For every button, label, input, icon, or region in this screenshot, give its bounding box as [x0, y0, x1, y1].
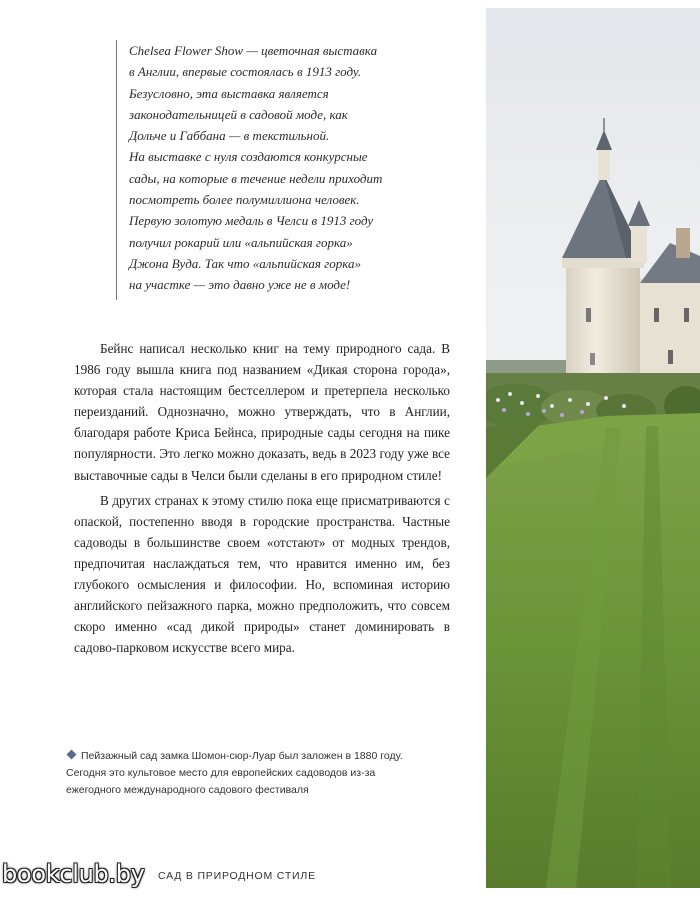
body-paragraph-2: В других странах к этому стилю пока еще присматриваются с опаской, постепенно вводя в городские пространства. Частные садоводы в большинстве своем «отстают» от модных трендов, предпочитая наслаждаться тем, что нравится именно им, без глубокого осмысления и философии. Но, вспоминая историю английского пейзажного парка, можно предположить, что совсем скоро именно «сад дикой природы» станет доминировать в садово-парковом искусстве всего мира. [74, 492, 450, 656]
quote-line: На выставке с нуля создаются конкурсные [129, 149, 368, 165]
quote-line: получил рокарий или «альпийская горка» [129, 234, 353, 250]
chateau-photo [486, 8, 700, 888]
main-text [74, 338, 450, 662]
quote-line: законодательницей в садовой моде, как [129, 106, 348, 122]
quote-line: Дольче и Габбана — в текстильной. [129, 128, 330, 144]
quote-line: в Англии, впервые состоялась в 1913 году. [129, 64, 362, 80]
quote-line: посмотреть более полумиллиона человек. [129, 192, 360, 208]
quote-line: сады, на которые в течение недели приходит [129, 170, 383, 186]
quote-line: Первую золотую медаль в Челси в 1913 году [129, 213, 374, 229]
diamond-bullet-icon [67, 750, 77, 760]
watermark: bookclub.by [2, 860, 145, 888]
sidebar-quote [116, 40, 416, 300]
body-paragraph-1: Бейнс написал несколько книг на тему природного сада. В 1986 году вышла книга под названием «Дикая сторона города», которая стала настоящим бестселлером и претерпела несколько переизданий. Однозначно, можно утверждать, что в Англии, благодаря работе Криса Бейнса, природные сады сегодня на пике популярности. Это легко можно доказать, ведь в 2023 году уже все выставочные сады в Челси были сделаны в его природном стиле! [74, 341, 450, 483]
photo-caption [66, 748, 406, 799]
running-title: САД В ПРИРОДНОМ СТИЛЕ [158, 870, 316, 882]
chateau-illustration [486, 8, 700, 888]
quote-line: на участке — это давно уже не в моде! [129, 277, 351, 293]
caption-text: Пейзажный сад замка Шомон-сюр-Луар был заложен в 1880 году. Сегодня это культовое место для европейских садоводов из-за ежегодного международного садового фестиваля [66, 750, 403, 796]
quote-line: Chelsea Flower Show — цветочная выставка [129, 43, 378, 58]
quote-line: Безусловно, эта выставка является [129, 85, 329, 101]
quote-line: Джона Вуда. Так что «альпийская горка» [129, 255, 361, 271]
